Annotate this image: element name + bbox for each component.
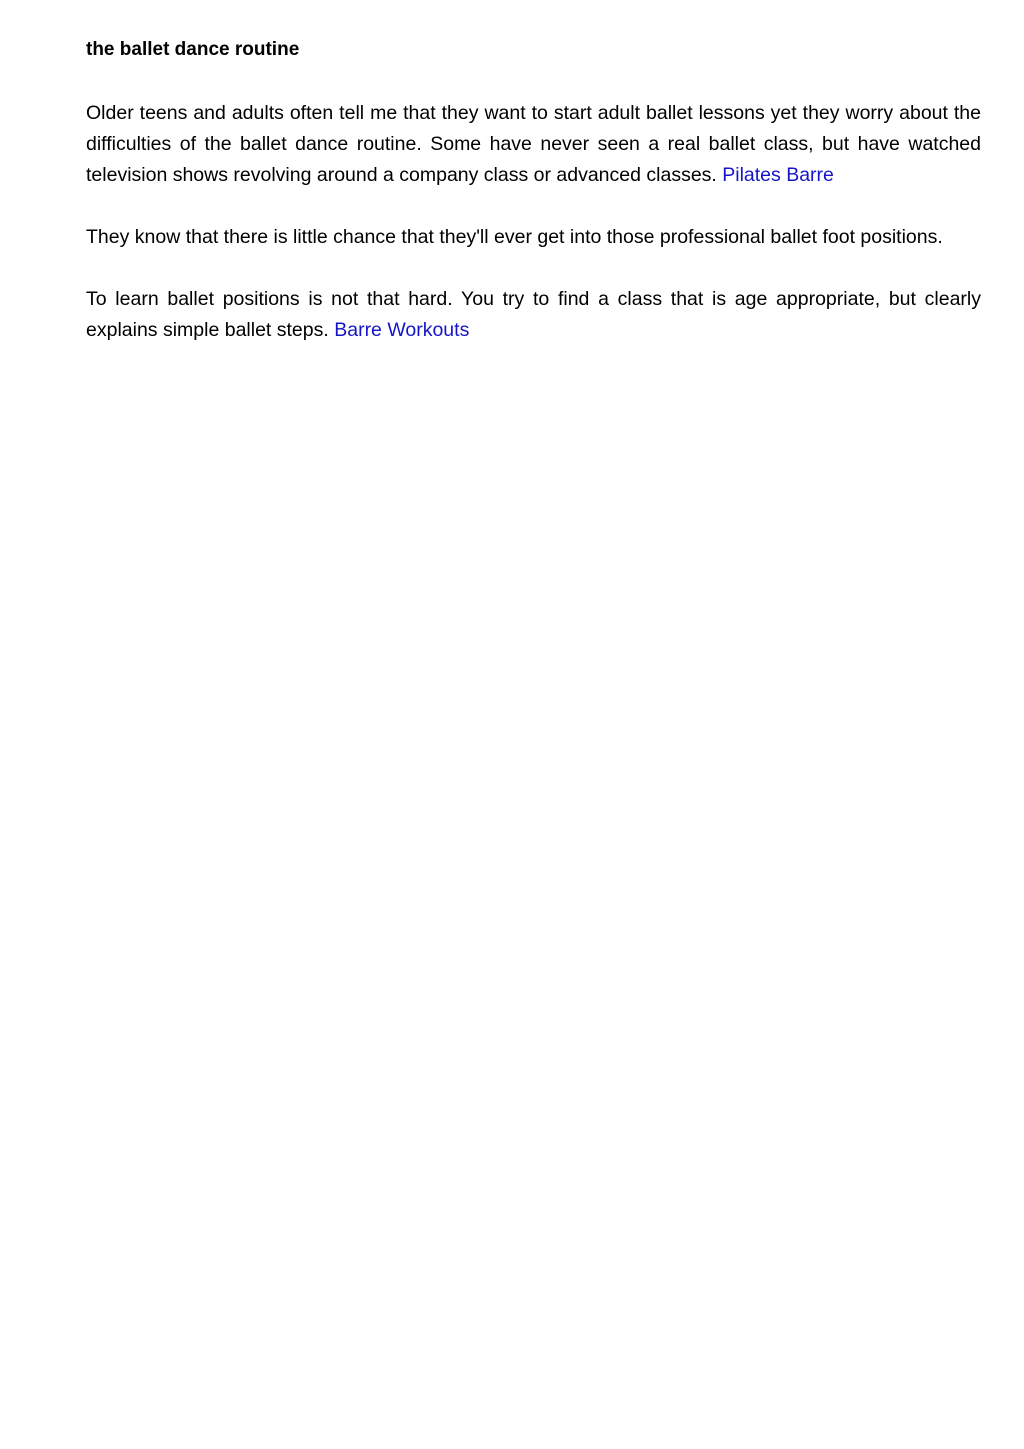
paragraph-1 [86, 98, 981, 191]
pilates-barre-link[interactable]: Pilates Barre [722, 164, 834, 186]
paragraph-2-text: They know that there is little chance that they'll ever get into those professional ballet foot positions. [86, 226, 943, 248]
paragraph-3-text: To learn ballet positions is not that hard. You try to find a class that is age appropriate, but clearly explains simple ballet steps. [86, 288, 981, 341]
paragraph-2 [86, 222, 981, 253]
document-page [86, 36, 981, 377]
paragraph-3 [86, 284, 981, 346]
document-title: the ballet dance routine [86, 39, 300, 60]
barre-workouts-link[interactable]: Barre Workouts [334, 319, 470, 341]
paragraph-1-text: Older teens and adults often tell me that they want to start adult ballet lessons yet they worry about the difficulties of the ballet dance routine. Some have never seen a real ballet class, but have watched television shows revolving around a company class or advanced classes. [86, 102, 981, 186]
